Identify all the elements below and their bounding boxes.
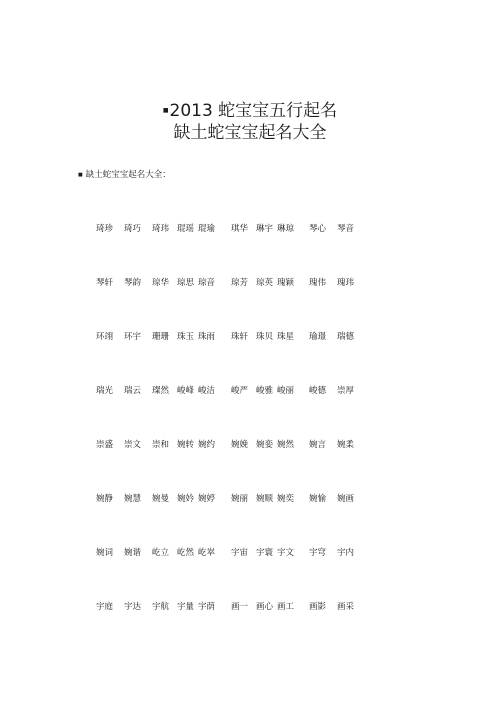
name-row (0, 492, 500, 506)
name-row (0, 384, 500, 398)
name-cell: 宇量 (177, 602, 195, 612)
name-cell: 婉然 (277, 440, 295, 450)
bullet-marker: ■ (78, 171, 83, 178)
name-cell: 婉转 (177, 440, 195, 450)
name-cell: 琦玮 (152, 224, 170, 234)
name-cell: 琴轩 (96, 278, 114, 288)
name-cell: 峻严 (231, 386, 249, 396)
name-cell: 瑞德 (337, 332, 355, 342)
name-cell: 珠贝 (256, 332, 274, 342)
name-cell: 崇文 (124, 440, 142, 450)
name-cell: 画一 (231, 602, 249, 612)
name-cell: 崇和 (152, 440, 170, 450)
section-heading-text: 缺土蛇宝宝起名大全： (85, 170, 171, 180)
name-cell: 婉言 (309, 440, 327, 450)
name-cell: 画心 (256, 602, 274, 612)
name-cell: 琴韵 (124, 278, 142, 288)
name-cell: 宇航 (152, 602, 170, 612)
name-cell: 婉谐 (124, 548, 142, 558)
name-cell: 婉柔 (337, 440, 355, 450)
name-cell: 琳琼 (277, 224, 295, 234)
title-block (0, 100, 500, 144)
name-cell: 婉曼 (152, 494, 170, 504)
name-cell: 珠雨 (198, 332, 216, 342)
name-cell: 瑞云 (124, 386, 142, 396)
name-cell: 珊珊 (152, 332, 170, 342)
name-cell: 宇荫 (198, 602, 216, 612)
name-cell: 婉妗 (177, 494, 195, 504)
name-cell: 画采 (337, 602, 355, 612)
name-cell: 婉顺 (256, 494, 274, 504)
name-cell: 璨然 (152, 386, 170, 396)
name-cell: 婉娩 (231, 440, 249, 450)
name-cell: 宇宙 (231, 548, 249, 558)
title-text-1: 2013 蛇宝宝五行起名 (169, 101, 338, 121)
name-cell: 宇达 (124, 602, 142, 612)
name-cell: 婉奕 (277, 494, 295, 504)
name-cell: 瑜璟 (309, 332, 327, 342)
name-cell: 琦巧 (124, 224, 142, 234)
section-heading (78, 168, 171, 180)
name-cell: 婉愉 (309, 494, 327, 504)
name-cell: 宇文 (277, 548, 295, 558)
name-cell: 峻雅 (256, 386, 274, 396)
title-line-1 (0, 100, 500, 122)
bullet-marker: ■ (162, 107, 169, 114)
name-cell: 琨瑶 (177, 224, 195, 234)
name-cell: 宇庭 (96, 602, 114, 612)
name-row (0, 546, 500, 560)
name-cell: 婉词 (96, 548, 114, 558)
name-cell: 画影 (309, 602, 327, 612)
name-cell: 峻峰 (177, 386, 195, 396)
name-row (0, 222, 500, 236)
name-cell: 婉静 (96, 494, 114, 504)
name-cell: 琼音 (198, 278, 216, 288)
name-cell: 峻德 (309, 386, 327, 396)
name-cell: 琼英 (256, 278, 274, 288)
name-cell: 屹立 (152, 548, 170, 558)
name-cell: 峻丽 (277, 386, 295, 396)
name-cell: 琼思 (177, 278, 195, 288)
name-cell: 珠玉 (177, 332, 195, 342)
name-row (0, 330, 500, 344)
name-cell: 婉慧 (124, 494, 142, 504)
name-cell: 宇穹 (309, 548, 327, 558)
name-cell: 婉约 (198, 440, 216, 450)
name-cell: 瑰伟 (309, 278, 327, 288)
name-cell: 婉婷 (198, 494, 216, 504)
name-cell: 婉娈 (256, 440, 274, 450)
name-cell: 环宇 (124, 332, 142, 342)
name-cell: 屹崒 (198, 548, 216, 558)
name-cell: 宇寰 (256, 548, 274, 558)
name-cell: 珠星 (277, 332, 295, 342)
name-cell: 峻洁 (198, 386, 216, 396)
name-cell: 瑰玮 (337, 278, 355, 288)
name-cell: 琨瑜 (198, 224, 216, 234)
name-cell: 屹然 (177, 548, 195, 558)
name-cell: 琦珍 (96, 224, 114, 234)
name-row (0, 276, 500, 290)
name-cell: 崇厚 (337, 386, 355, 396)
name-cell: 婉画 (337, 494, 355, 504)
name-cell: 琼华 (152, 278, 170, 288)
name-cell: 瑰颖 (277, 278, 295, 288)
name-cell: 瑞光 (96, 386, 114, 396)
name-cell: 琴心 (309, 224, 327, 234)
name-cell: 琳宇 (256, 224, 274, 234)
name-cell: 环翊 (96, 332, 114, 342)
name-cell: 琪华 (231, 224, 249, 234)
name-cell: 珠轩 (231, 332, 249, 342)
name-row (0, 438, 500, 452)
title-line-2: 缺土蛇宝宝起名大全 (173, 123, 327, 143)
name-cell: 宇内 (337, 548, 355, 558)
name-cell: 画工 (277, 602, 295, 612)
name-cell: 崇盛 (96, 440, 114, 450)
name-cell: 琼芳 (231, 278, 249, 288)
name-cell: 琴音 (337, 224, 355, 234)
name-cell: 婉丽 (231, 494, 249, 504)
name-row (0, 600, 500, 614)
